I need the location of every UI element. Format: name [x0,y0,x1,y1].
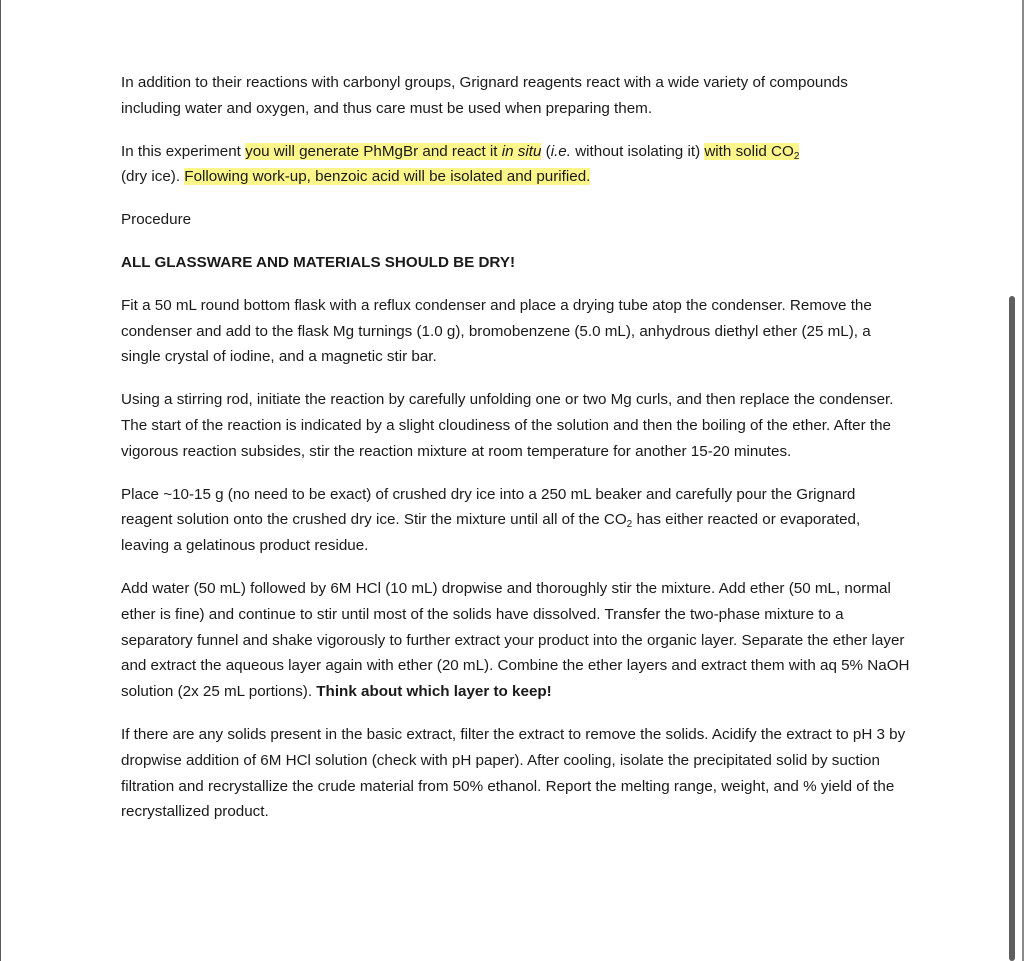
window-border-left [0,0,1,961]
experiment-text: In this experiment [121,142,246,160]
initiate-paragraph: Using a stirring rod, initiate the reaction by carefully unfolding one or two Mg curls, and then replace the condenser. The start of the reaction is indicated by a slight cloudiness of the solution and then the boiling of the ether. After the vigorous reaction subsides, stir the reaction mixture at room temperature for another 15-20 minutes. [121,391,894,460]
dry-ice-text: has either reacted or evaporated, leaving a gelatinous product residue. [121,511,861,555]
experiment-paragraph [121,139,911,191]
isolate-paragraph: If there are any solids present in the basic extract, filter the extract to remove the solids. Acidify the extract to pH 3 by dropwise addition of 6M HCl solution (check with pH paper). After cooling, isolate the precipitated solid by suction filtration and recrystallize the crude material from 50% ethanol. Report the melting range, weight, and % yield of the recrystallized product. [121,725,906,821]
intro-paragraph: In addition to their reactions with carbonyl groups, Grignard reagents react with a wide variety of compounds including water and oxygen, and thus care must be used when preparing them. [121,74,848,117]
highlighted-text: Following work-up, benzoic acid will be isolated and purified. [184,168,591,186]
workup-paragraph [121,576,911,705]
subscript: 2 [793,150,800,162]
setup-paragraph: Fit a 50 mL round bottom flask with a reflux condenser and place a drying tube atop the condenser. Remove the condenser and add to the flask Mg turnings (1.0 g), bromobenzene (5.0 mL), anhydrous diethyl ether (25 mL), a single crystal of iodine, and a magnetic stir bar. [121,296,872,366]
highlight-segment: you will generate PhMgBr and react it [245,142,502,160]
vertical-scrollbar[interactable] [1009,296,1015,961]
italic-text: in situ [501,142,542,160]
subscript: 2 [626,519,633,531]
experiment-text: (dry ice). [121,168,185,186]
dry-ice-text: Place ~10-15 g (no need to be exact) of crushed dry ice into a 250 mL beaker and carefully pour the Grignard reagent solution onto the crushed dry ice. Stir the mixture until all of the CO [121,485,856,529]
highlighted-text [704,143,799,160]
italic-text: i.e. [550,142,571,160]
dry-ice-paragraph [121,482,911,559]
procedure-heading: Procedure [121,211,192,229]
highlighted-text [245,143,541,160]
highlight-segment: with solid CO [704,142,794,160]
workup-text: Add water (50 mL) followed by 6M HCl (10 mL) dropwise and thoroughly stir the mixture. Add ether (50 mL, normal ether is fine) and continue to stir until most of the solids have dissolved. Transfer the two-phase mixture to a separatory funnel and shake vigorously to further extract your product into the organic layer. Separate the ether layer and extract the aqueous layer again with ether (20 mL). Combine the ether layers and extract them with aq 5% NaOH solution (2x 25 mL portions). [121,579,910,701]
workup-emphasis: Think about which layer to keep! [316,683,552,701]
experiment-text: without isolating it) [570,142,705,160]
experiment-text: ( [541,142,551,160]
dry-warning: ALL GLASSWARE AND MATERIALS SHOULD BE DRY! [121,253,516,271]
document-page [121,70,911,825]
